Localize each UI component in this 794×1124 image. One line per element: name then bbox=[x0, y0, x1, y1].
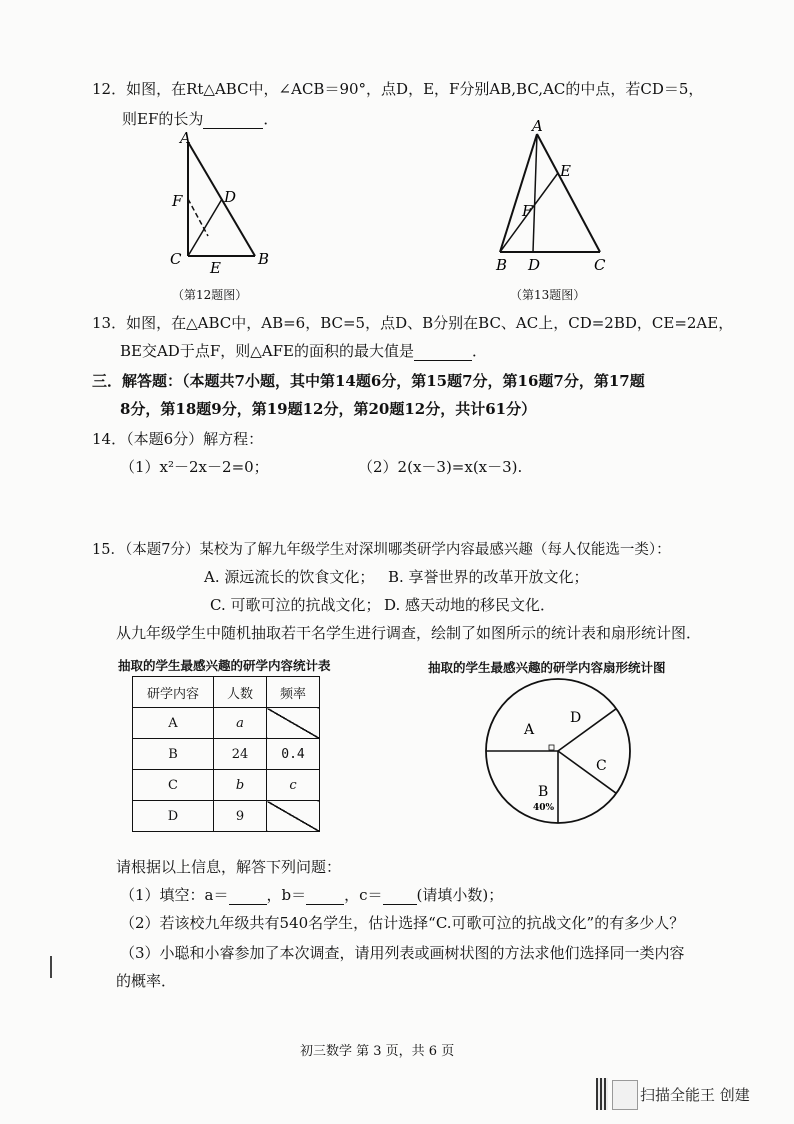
fig12-caption: （第12题图） bbox=[172, 288, 248, 302]
table-cell: 24 bbox=[214, 739, 267, 770]
table-header: 研学内容 bbox=[133, 677, 214, 708]
figure-12 bbox=[160, 128, 290, 278]
q15-option-d: D. 感天动地的移民文化． bbox=[384, 596, 556, 614]
fig13-label-d: D bbox=[528, 256, 541, 274]
pie-slice-divider bbox=[558, 709, 616, 751]
qr-code-icon bbox=[596, 1078, 608, 1110]
table-cell-diagonal bbox=[267, 708, 320, 739]
scan-mark bbox=[50, 956, 52, 978]
table-cell: b bbox=[214, 770, 267, 801]
table-cell-diagonal bbox=[267, 801, 320, 832]
table-cell: 0.4 bbox=[267, 739, 320, 770]
fig13-label-a: A bbox=[532, 118, 543, 135]
fig12-label-a: A bbox=[180, 129, 191, 147]
q15-option-a: A. 源远流长的饮食文化； bbox=[204, 568, 375, 586]
fig13-label-b: B bbox=[496, 256, 508, 274]
q14-part1: （1）x²－2x－2=0； bbox=[120, 458, 269, 476]
q13-line2: BE交AD于点F，则△AFE的面积的最大值是 ． bbox=[120, 342, 487, 360]
table-row bbox=[133, 708, 320, 739]
table-header: 人数 bbox=[214, 677, 267, 708]
q15-sub3-cont: 的概率． bbox=[116, 972, 177, 990]
stats-table bbox=[132, 676, 320, 832]
table-row bbox=[133, 801, 320, 832]
table-cell: B bbox=[133, 739, 214, 770]
table-cell: A bbox=[133, 708, 214, 739]
fig13-label-c: C bbox=[594, 256, 606, 274]
table-header: 频率 bbox=[267, 677, 320, 708]
app-logo-icon bbox=[612, 1080, 638, 1110]
table-title: 抽取的学生最感兴趣的研学内容统计表 bbox=[118, 658, 331, 673]
table-row bbox=[133, 739, 320, 770]
q12-line2: 则EF的长为 ． bbox=[122, 110, 279, 128]
table-header-row bbox=[133, 677, 320, 708]
pie-title: 抽取的学生最感兴趣的研学内容扇形统计图 bbox=[428, 660, 666, 675]
table-row bbox=[133, 770, 320, 801]
answer-blank bbox=[383, 888, 417, 905]
table-cell: D bbox=[133, 801, 214, 832]
answer-blank bbox=[306, 888, 344, 905]
q12-line1: 12．如图，在Rt△ABC中，∠ACB＝90°，点D，E，F分别AB,BC,AC的中点，若CD＝5， bbox=[92, 80, 704, 98]
q15-option-c: C. 可歌可泣的抗战文化； bbox=[210, 596, 381, 614]
pie-center-mark bbox=[549, 745, 554, 750]
pie-chart bbox=[478, 676, 638, 826]
table-cell: c bbox=[267, 770, 320, 801]
q15-sub2: （2）若该校九年级共有540名学生，估计选择“C.可歌可泣的抗战文化”的有多少人？ bbox=[120, 914, 685, 932]
figure-13 bbox=[490, 118, 620, 276]
pie-label-b: B bbox=[538, 784, 549, 800]
fig12-label-c: C bbox=[170, 250, 182, 268]
pie-slice-divider bbox=[558, 751, 616, 793]
q15-intro: 从九年级学生中随机抽取若干名学生进行调查，绘制了如图所示的统计表和扇形统计图． bbox=[116, 624, 702, 642]
watermark: 扫描全能王 创建 bbox=[640, 1086, 750, 1104]
q15-sub3: （3）小聪和小睿参加了本次调查，请用列表或画树状图的方法求他们选择同一类内容 bbox=[120, 944, 685, 962]
q15-option-b: B. 享誉世界的改革开放文化； bbox=[388, 568, 589, 586]
pie-label-c: C bbox=[596, 758, 607, 774]
fig12-label-e: E bbox=[210, 259, 221, 277]
table-cell: 9 bbox=[214, 801, 267, 832]
pie-annotation-b: 40% bbox=[533, 803, 555, 813]
pie-label-a: A bbox=[524, 722, 535, 738]
answer-blank bbox=[414, 344, 472, 361]
fig13-label-e: E bbox=[560, 162, 571, 180]
q14-part2: （2）2(x－3)=x(x－3). bbox=[358, 458, 523, 476]
q15-sub1: （1）填空：a＝ ，b＝ ，c＝ (请填小数)； bbox=[120, 886, 504, 904]
page-footer: 初三数学 第 3 页，共 6 页 bbox=[300, 1044, 455, 1059]
fig13-label-f: F bbox=[522, 202, 533, 220]
q14-title: 14．（本题6分）解方程： bbox=[92, 430, 264, 448]
fig12-label-b: B bbox=[258, 250, 270, 268]
q15-title: 15．（本题7分）某校为了解九年级学生对深圳哪类研学内容最感兴趣（每人仅能选一类）： bbox=[92, 542, 671, 558]
q15-ask: 请根据以上信息，解答下列问题： bbox=[116, 858, 342, 876]
fig12-label-f: F bbox=[172, 192, 183, 210]
answer-blank bbox=[229, 888, 267, 905]
fig13-caption: （第13题图） bbox=[510, 288, 586, 302]
answer-blank bbox=[203, 112, 263, 129]
table-cell: C bbox=[133, 770, 214, 801]
pie-label-d: D bbox=[570, 710, 582, 726]
table-cell: a bbox=[214, 708, 267, 739]
section3-heading: 三．解答题：（本题共7小题，其中第14题6分，第15题7分，第16题7分，第17题 bbox=[92, 372, 645, 390]
fig12-label-d: D bbox=[224, 188, 237, 206]
q13-line1: 13．如图，在△ABC中，AB=6，BC=5，点D、B分别在BC、AC上，CD=2BD，CE=2AE， bbox=[92, 314, 734, 332]
section3-heading-cont: 8分，第18题9分，第19题12分，第20题12分，共计61分） bbox=[120, 400, 537, 418]
